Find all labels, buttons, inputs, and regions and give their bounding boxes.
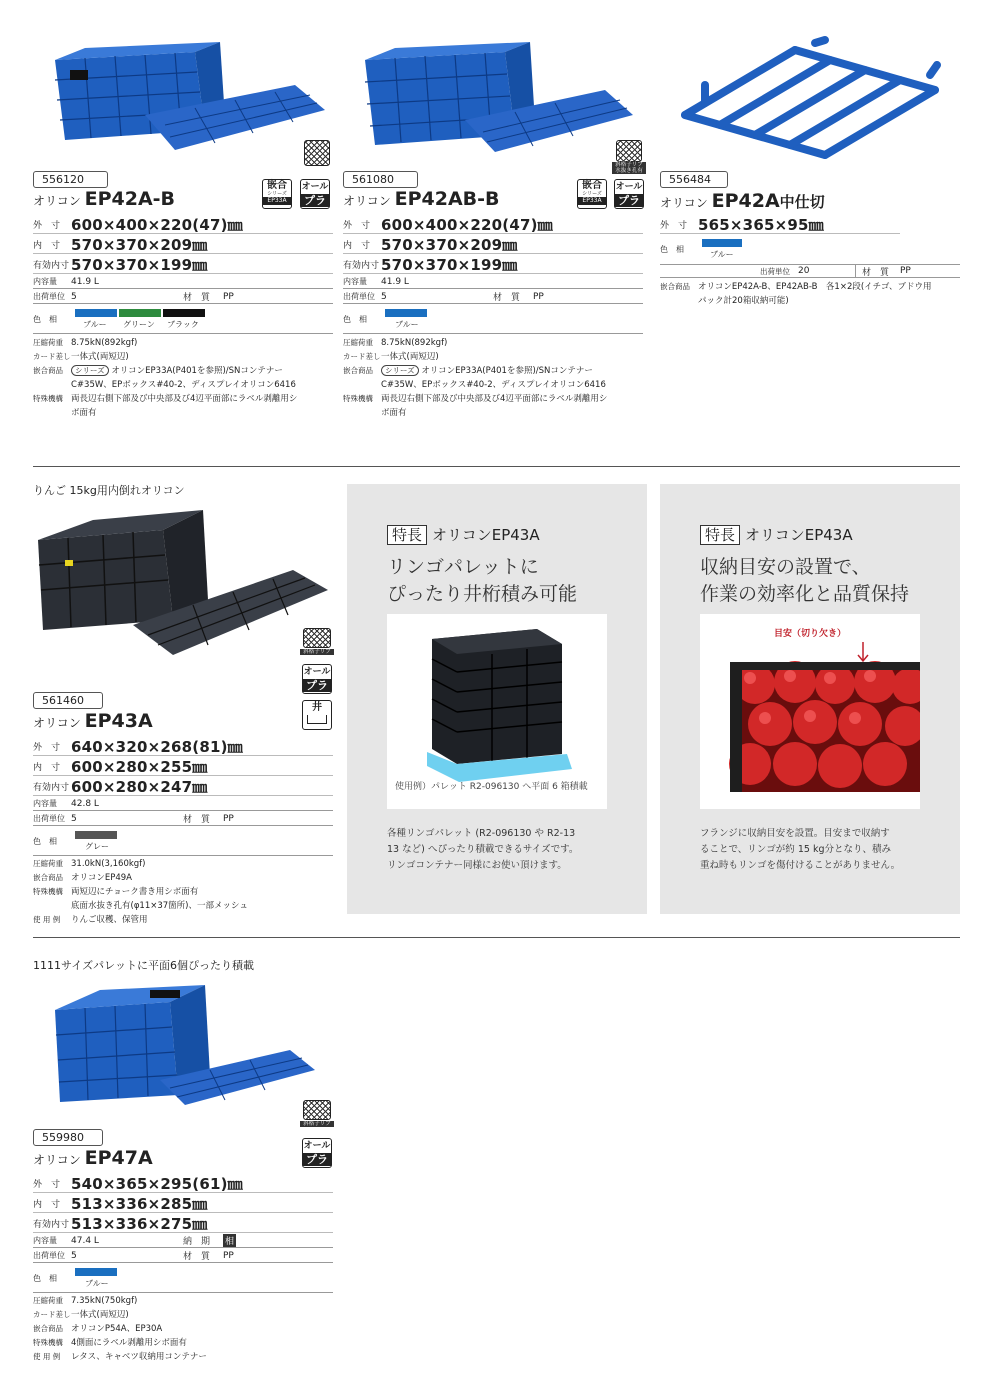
color-swatch-black [163, 309, 205, 317]
product-code: 561080 [343, 171, 418, 188]
grid-caption: 斜格子リブ [300, 1121, 334, 1127]
color-options: 色 相 グレー [33, 828, 333, 856]
grid-caption: 斜格子リブ 水抜き孔有 [612, 162, 646, 174]
color-options: 色 相 ブルー グリーン ブラック [33, 306, 333, 334]
pallet-photo [387, 614, 607, 809]
product-code: 556120 [33, 171, 108, 188]
product-name: オリコン EP42A中仕切 [660, 190, 825, 212]
crate-image-ep42ab-b [355, 40, 640, 160]
color-swatch-blue [75, 1268, 117, 1276]
color-options: 色 相 ブルー [343, 306, 643, 334]
color-swatch-blue [702, 239, 742, 247]
diagonal-grid-icon [304, 140, 330, 166]
divider-image [675, 35, 950, 170]
grid-caption: 斜格子リブ [300, 649, 334, 655]
apple-photo [700, 614, 920, 809]
material: PP [223, 291, 234, 302]
crate-image-ep42a-b [45, 40, 330, 160]
feature-body: フランジに収納目安を設置。目安まで収納す ることで、リンゴが約 15 kg分となり、積み 重ね時もリンゴを傷付けることがありません。 [700, 828, 901, 871]
feature-body: 各種リンゴパレット (R2-096130 や R2-13 13 など) へぴったり積載できるサイズです。 リンゴコンテナー同様にお使い頂けます。 [387, 828, 579, 871]
all-plastic-icon: オール プラ [300, 179, 330, 209]
outer-dimensions: 600×400×220(47)㎜ [71, 215, 243, 234]
product-details: 圧縮荷重 7.35kN(750kgf) カード差し一体式(両短辺) 嵌合商品 オリコンP54A、EP30A 特殊機構 4側面にラベル剥離用シボ面有 使 用 例 レタス、キャベツ収納用コンテナー [33, 1296, 207, 1362]
stack-icon: 井 [302, 700, 332, 730]
all-plastic-icon: オール プラ [302, 664, 332, 694]
apples-image [700, 614, 920, 809]
color-options: 色 相 ブルー [33, 1265, 333, 1293]
product-code: 559980 [33, 1129, 103, 1146]
feature-panel-guideline [660, 484, 960, 914]
feature-panel-pallet [347, 484, 647, 914]
section-caption: りんご 15kg用内倒れオリコン [33, 484, 185, 497]
effective-dimensions: 570×370×199㎜ [71, 255, 208, 274]
feature-headline: 収納目安の設置で、 作業の効率化と品質保持 [700, 556, 910, 605]
diagonal-grid-icon [303, 1100, 331, 1120]
feature-title: 特長 オリコンEP43A [700, 524, 853, 545]
crate-image-ep43a [33, 505, 333, 665]
product-name: オリコン EP47A [33, 1147, 153, 1169]
all-plastic-icon: オール プラ [302, 1138, 332, 1168]
product-details: 圧縮荷重 8.75kN(892kgf) カード差し一体式(両短辺) 嵌合商品 シリーズ オリコンEP33A(P401を参照)/SNコンテナー C#35W、EPボックス#40-2、ディスプレイオリコン6416 特殊機構 両長辺右側下部及び中央部及び4辺平面部にラベル剥離用シ ボ面有 [343, 338, 608, 418]
product-code: 556484 [660, 171, 728, 188]
feature-title: 特長 オリコンEP43A [387, 524, 540, 545]
section-divider [33, 937, 960, 938]
product-details: 圧縮荷重 31.0kN(3,160kgf) 嵌合商品 オリコンEP49A 特殊機構 両短辺にチョーク書き用シボ面有 底面水抜き孔有(φ11×37箇所)、一部メッシュ 使 用 例 りんご収穫、保管用 [33, 859, 248, 925]
product-details: 圧縮荷重 8.75kN(892kgf) カード差し一体式(両短辺) 嵌合商品 シリーズ オリコンEP33A(P401を参照)/SNコンテナー C#35W、EPボックス#40-2、ディスプレイオリコン6416 特殊機構 両長辺右側下部及び中央部及び4辺平面部にラベル剥離用シ ボ面有 [33, 338, 298, 418]
fit-series-icon: 嵌合 シリーズ EP33A [577, 179, 607, 209]
product-model: EP42A-B [84, 188, 176, 210]
product-name: オリコン EP43A [33, 710, 153, 732]
color-swatch-blue [75, 309, 117, 317]
product-name [33, 188, 175, 210]
shipping-unit: 5 [71, 291, 77, 302]
product-code: 561460 [33, 692, 103, 709]
product-name: オリコン EP42AB-B [343, 188, 500, 210]
section-divider [33, 466, 960, 467]
color-swatch-blue [385, 309, 427, 317]
color-swatch-gray [75, 831, 117, 839]
diagonal-grid-icon [616, 140, 642, 162]
fit-products: 嵌合商品 オリコンEP42A-B、EP42AB-B 各1×2段(イチゴ、ブドウ用 パック計20箱収納可能) [660, 282, 932, 306]
photo-caption: 使用例）パレット R2-096130 へ平面 6 箱積載 [395, 782, 588, 792]
delivery-badge: 相 [223, 1234, 236, 1247]
stacked-crates-image [387, 614, 607, 794]
guideline-label: 目安（切り欠き） [773, 629, 846, 639]
color-options: 色 相 ブルー [660, 236, 960, 264]
inner-dimensions: 570×370×209㎜ [71, 235, 208, 254]
diagonal-grid-icon [303, 628, 331, 648]
capacity: 41.9 L [71, 276, 99, 287]
color-swatch-green [119, 309, 161, 317]
crate-image-ep47a [50, 980, 320, 1110]
section-caption: 1111サイズパレットに平面6個ぴったり積載 [33, 959, 255, 972]
feature-headline: リンゴパレットに ぴったり井桁積み可能 [387, 556, 578, 605]
fit-series-icon: 嵌合 シリーズ EP33A [262, 179, 292, 209]
product-prefix: オリコン [33, 194, 81, 208]
all-plastic-icon: オール プラ [614, 179, 644, 209]
